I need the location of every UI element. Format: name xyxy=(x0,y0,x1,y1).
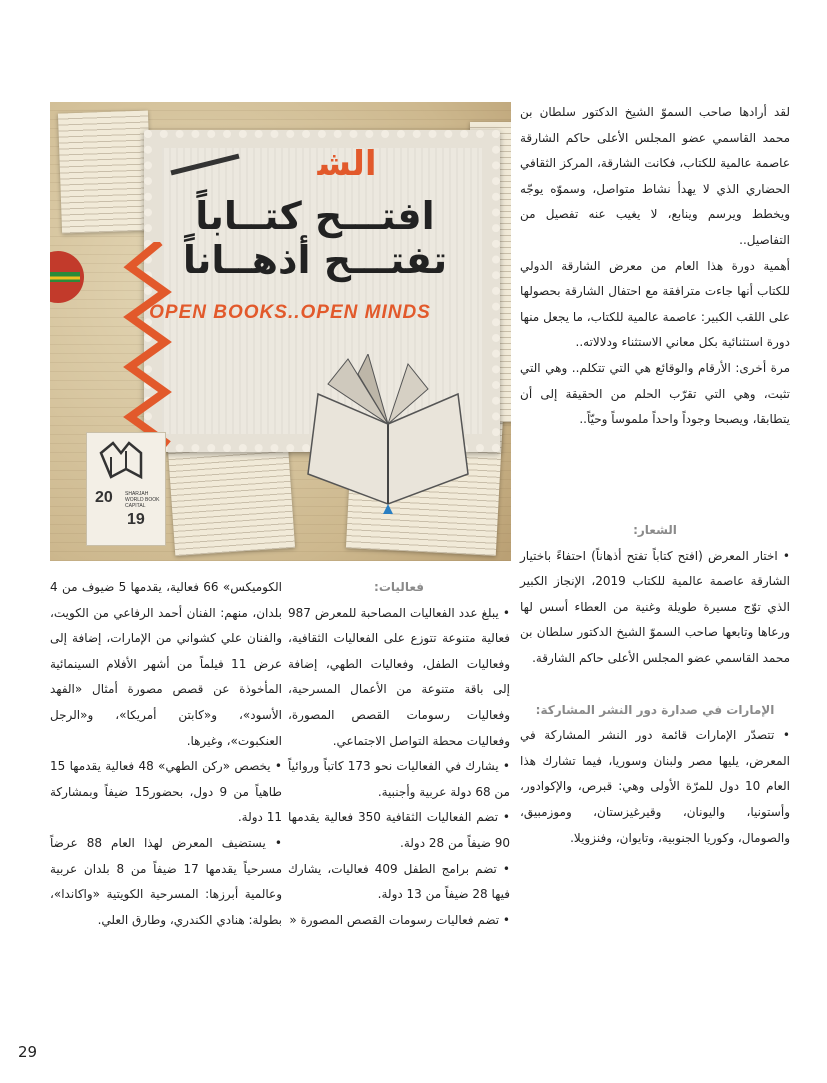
book-fair-logo-icon: ﺍﻟﺸ xyxy=(317,144,377,184)
events-item: • يبلغ عدد الفعاليات المصاحبة للمعرض 987 فعالية متنوعة تتوزع على الفعاليات الثقافية، وفعاليات الطفل، وفعاليات الطهي، إضافة إلى باقة متنوعة من الأعمال المسرحية، وفعاليات رسومات القصص المصورة، وفعاليات محطة التواصل الاجتماعي. xyxy=(288,601,510,755)
uae-heading: الإمارات في صدارة دور النشر المشاركة: xyxy=(535,702,775,717)
events-column xyxy=(288,575,510,933)
events-continued-column xyxy=(50,575,282,933)
slogan-paragraph: • اختار المعرض (افتح كتاباً تفتح أذهاناً) احتفاءً باختيار الشارقة عاصمة عالمية للكتاب 2019، الإنجاز الكبير الذي توّج مسيرة طويلة وغنية من العطاء أسس لها ورعاها وتابعها صاحب السموّ الشيخ الدكتور سلطان بن محمد القاسمي عضو المجلس الأعلى حاكم الشارقة. xyxy=(520,544,790,672)
sharjah-world-book-capital-logo xyxy=(86,432,166,546)
open-book-icon xyxy=(288,354,488,514)
events-item: • تضم فعاليات رسومات القصص المصورة « xyxy=(288,908,510,934)
events-item: • يشارك في الفعاليات نحو 173 كاتباً وروائياً من 68 دولة عربية وأجنبية. xyxy=(288,754,510,805)
intro-paragraph-3: مرة أخرى: الأرقام والوقائع هي التي تتكلم.. وهي التي تثبت، وهي التي تقرّب الحلم من الحقيقة إلى أن يتطابقا، ويصبحا وجوداً واحداً ملموساً وحيّاً.. xyxy=(520,360,790,427)
poster-headline-line1: افتـــح كتــاباً xyxy=(195,194,435,238)
poster-headline-line2: تفتـــح أذهــاناً xyxy=(182,238,448,282)
events-item: • تضم برامج الطفل 409 فعاليات، يشارك فيها 28 ضيفاً من 13 دولة. xyxy=(288,857,510,908)
intro-paragraph-2: أهمية دورة هذا العام من معرض الشارقة الدولي للكتاب أنها جاءت مترافقة مع احتفال الشارقة بحصولها على اللقب الكبير: عاصمة عالمية للكتاب، ما يجعل منها دورة استثنائية بكل معاني الاستثناء ودلالاته.. xyxy=(520,258,790,350)
intro-column xyxy=(520,100,790,433)
logo-number-left: 20 xyxy=(95,489,113,506)
logo-caption: SHARJAH WORLD BOOK CAPITAL xyxy=(125,491,160,509)
page-number: 29 xyxy=(18,1043,38,1061)
poster-image xyxy=(50,102,511,561)
theatre-item: • يستضيف المعرض لهذا العام 88 عرضاً مسرحياً يقدمها 17 ضيفاً من 8 بلدان عربية وعالمية أبرزها: المسرحية الكويتية «واكاندا»، بطولة: هنادي الكندري، وطارق العلي. xyxy=(50,831,282,933)
comics-paragraph: الكوميكس» 66 فعالية، يقدمها 5 ضيوف من 4 بلدان، منهم: الفنان أحمد الرفاعي من الكويت، والفنان علي كشواني من الإمارات، إضافة إلى عرض 11 فيلماً من أشهر الأفلام السينمائية المأخوذة عن قصص مصورة أمثال «الفهد الأسود»، و«كابتن أمريكا»، و«الرجل العنكبوت»، وغيرها. xyxy=(50,580,283,748)
decorative-hat-graphic xyxy=(50,242,90,312)
poster-headline xyxy=(160,194,470,282)
newspaper-scrap xyxy=(58,110,152,233)
slogan-heading: الشعار: xyxy=(633,523,677,537)
cooking-corner-item: • يخصص «ركن الطهي» 48 فعالية يقدمها 15 طاهياً من 9 دول، بحضور15 ضيفاً وبمشاركة 11 دولة. xyxy=(50,754,282,831)
poster-tagline: OPEN BOOKS..OPEN MINDS xyxy=(149,302,431,323)
events-heading: فعاليات: xyxy=(374,580,424,594)
logo-number-right: 19 xyxy=(127,511,145,528)
uae-paragraph: • تتصدّر الإمارات قائمة دور النشر المشاركة في المعرض، يليها مصر ولبنان وسوريا، فيما تشارك هذا العام 10 دول للمرّة الأولى وهي: قبرص، والإكوادور، وأستونيا، واليونان، وقيرغيزستان، وموزمبيق، والصومال، وكوريا الجنوبية، وتايوان، وفنزويلا. xyxy=(520,723,790,851)
intro-paragraph-1: لقد أرادها صاحب السموّ الشيخ الدكتور سلطان بن محمد القاسمي عضو المجلس الأعلى حاكم الشارقة عاصمة عالمية للكتاب، فكانت الشارقة، المركز الثقافي الحضاري الذي لا يهدأ نشاط متواصل، وسموّه يوجّه ويخطط ويرسم وينابع، لا يغيب عنه تفصيل من التفاصيل.. xyxy=(520,105,790,247)
events-item: • تضم الفعاليات الثقافية 350 فعالية يقدمها 90 ضيفاً من 28 دولة. xyxy=(288,805,510,856)
slogan-and-uae-column xyxy=(520,518,790,851)
